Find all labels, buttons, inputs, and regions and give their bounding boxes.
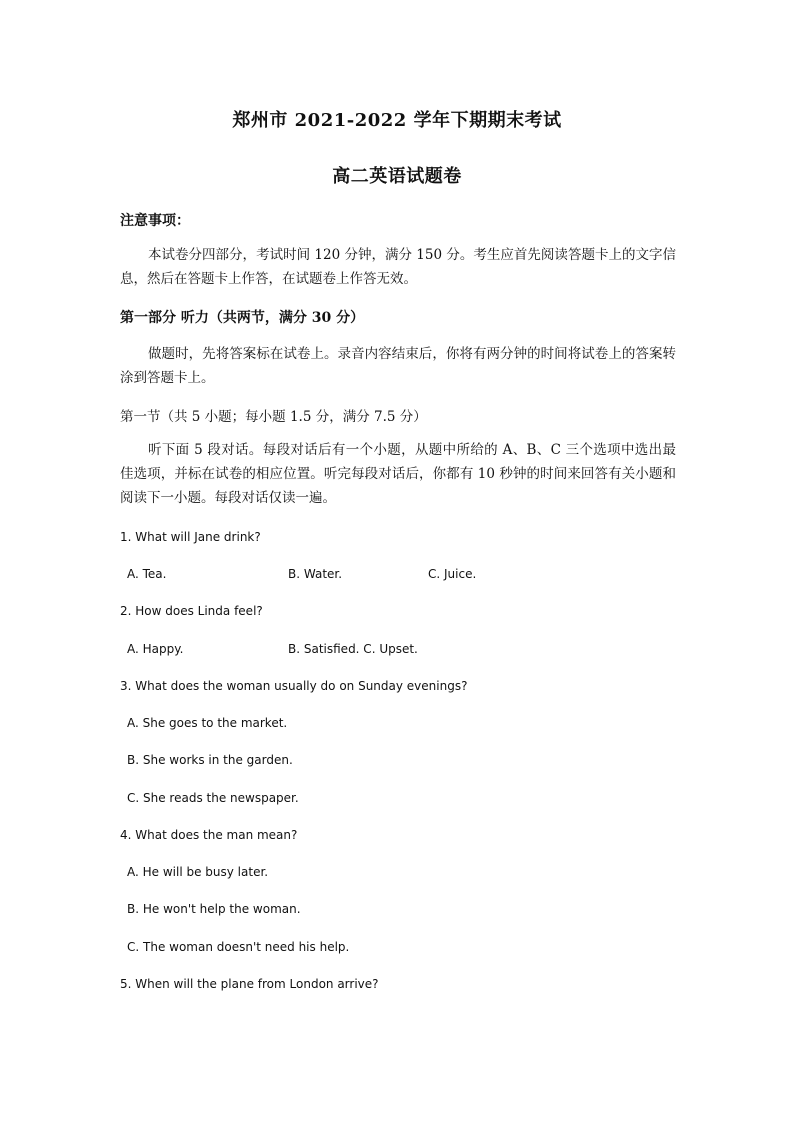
question-1: 1. What will Jane drink? [120, 530, 261, 544]
q3-option-b: B. She works in the garden. [127, 753, 293, 767]
part1-heading: 第一部分 听力（共两节，满分 30 分） [120, 310, 365, 326]
question-3: 3. What does the woman usually do on Sunday evenings? [120, 679, 468, 693]
question-5: 5. When will the plane from London arrive? [120, 977, 379, 991]
q1-option-b: B. Water. [288, 567, 343, 581]
notice-heading: 注意事项： [120, 213, 190, 229]
question-2: 2. How does Linda feel? [120, 604, 263, 618]
question-4: 4. What does the man mean? [120, 828, 298, 842]
q1-option-a: A. Tea. [127, 567, 167, 581]
exam-title: 郑州市 2021-2022 学年下期期末考试 [232, 110, 562, 131]
q3-option-c: C. She reads the newspaper. [127, 791, 299, 805]
q4-option-c: C. The woman doesn't need his help. [127, 940, 350, 954]
notice-text: 本试卷分四部分，考试时间 120 分钟，满分 150 分。考生应首先阅读答题卡上的文字信息，然后在答题卡上作答，在试题卷上作答无效。 [120, 247, 676, 287]
exam-subtitle: 高二英语试题卷 [332, 166, 462, 187]
q3-option-a: A. She goes to the market. [127, 716, 288, 730]
q2-option-bc: B. Satisfied. C. Upset. [288, 642, 418, 656]
section1-instruction: 听下面 5 段对话。每段对话后有一个小题，从题中所给的 A、B、C 三个选项中选出最佳选项，并标在试卷的相应位置。听完每段对话后，你都有 10 秒钟的时间来回答有关小题和阅读下一小题。每段对话仅读一遍。 [120, 442, 676, 506]
section1-heading: 第一节（共 5 小题；每小题 1.5 分，满分 7.5 分） [120, 409, 427, 425]
part1-instruction: 做题时，先将答案标在试卷上。录音内容结束后，你将有两分钟的时间将试卷上的答案转涂到答题卡上。 [120, 346, 676, 386]
q4-option-b: B. He won't help the woman. [127, 902, 301, 916]
q2-option-a: A. Happy. [127, 642, 184, 656]
q1-option-c: C. Juice. [428, 567, 477, 581]
q4-option-a: A. He will be busy later. [127, 865, 269, 879]
